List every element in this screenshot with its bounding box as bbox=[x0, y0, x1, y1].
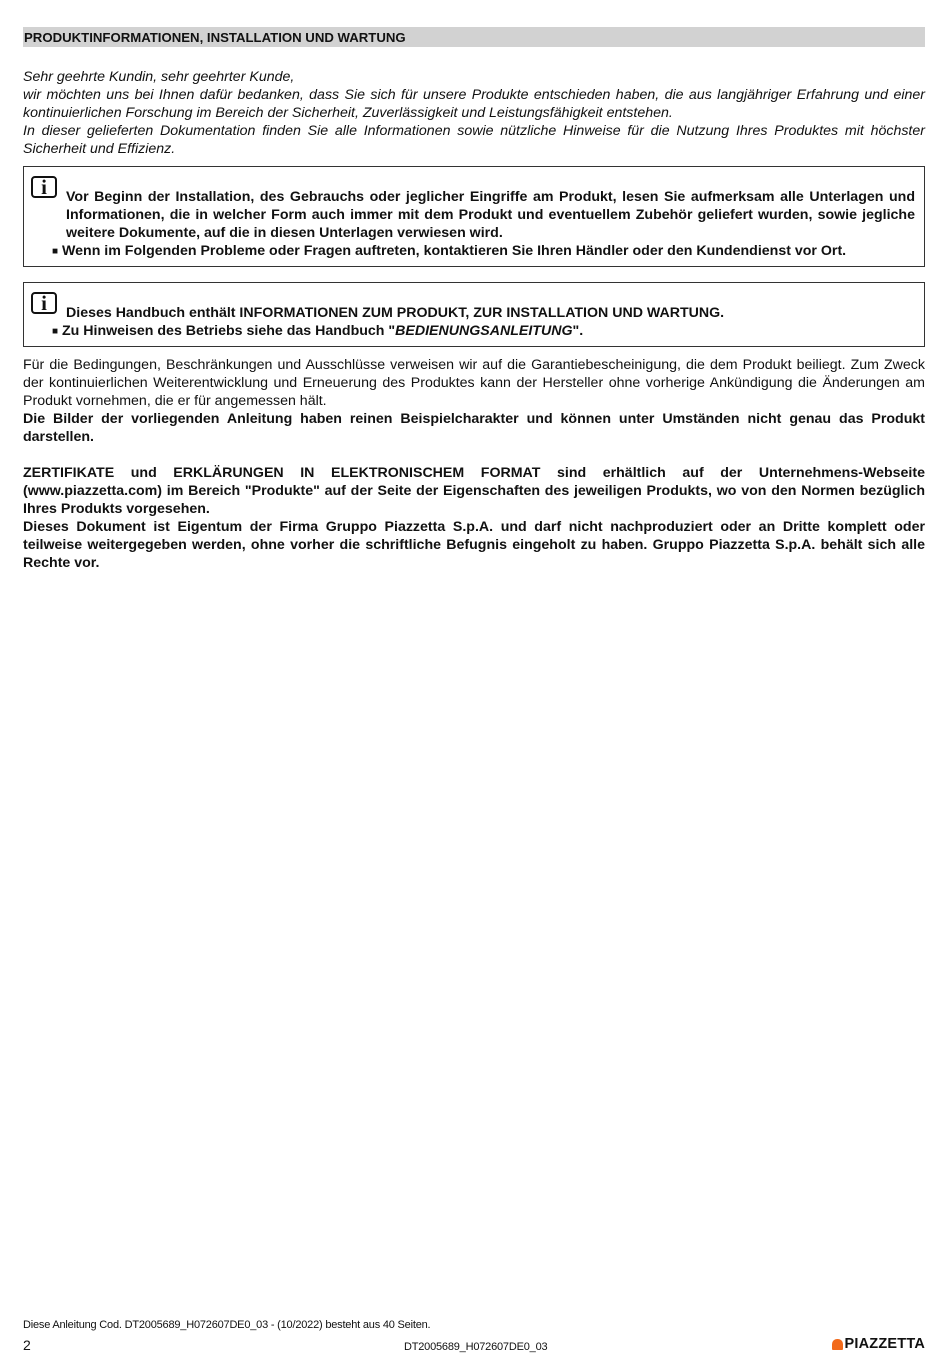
section-title: PRODUKTINFORMATIONEN, INSTALLATION UND WARTUNG bbox=[23, 27, 925, 47]
footer-note: Diese Anleitung Cod. DT2005689_H072607DE0_03 - (10/2022) besteht aus 40 Seiten. bbox=[23, 1319, 431, 1331]
brand-logo bbox=[832, 1335, 925, 1353]
manual-reference: BEDIENUNGSANLEITUNG bbox=[395, 323, 573, 339]
bullet-suffix: ". bbox=[572, 323, 584, 339]
bullet-text: Wenn im Folgenden Probleme oder Fragen auftreten, kontaktieren Sie Ihren Händler oder den Kundendienst vor Ort. bbox=[62, 243, 847, 259]
page-footer bbox=[23, 1336, 925, 1354]
certificates-paragraph: ZERTIFIKATE und ERKLÄRUNGEN IN ELEKTRONISCHEM FORMAT sind erhältlich auf der Unternehmens-Webseite (www.piazzetta.com) im Bereich "Produkte" auf der Seite der Eigenschaften des jeweiligen Produkts, wo von den Normen bezüglich Ihres Produkts vorgesehen. bbox=[23, 465, 925, 517]
intro-paragraph-2: In dieser gelieferten Dokumentation finden Sie alle Informationen sowie nützliche Hinweise für die Nutzung Ihres Produktes mit höchster Sicherheit und Effizienz. bbox=[23, 123, 925, 157]
square-bullet-icon: ■ bbox=[52, 326, 59, 337]
info-box-text: Vor Beginn der Installation, des Gebrauchs oder jeglicher Eingriffe am Produkt, lesen Sie aufmerksam alle Unterlagen und Informationen, die in welcher Form auch immer mit dem Produkt und eventuellem Zubehör geliefert wurden, sowie jegliche weitere Dokumente, auf die in diesen Unterlagen verwiesen wird. bbox=[66, 189, 915, 241]
ownership-paragraph: Dieses Dokument ist Eigentum der Firma Gruppo Piazzetta S.p.A. und darf nicht nachproduziert oder an Dritte komplett oder teilweise weitergegeben werden, ohne vorher die schriftliche Befugnis eingeholt zu haben. Gruppo Piazzetta S.p.A. behält sich alle Rechte vor. bbox=[23, 519, 925, 571]
info-box-manual-notice bbox=[23, 282, 925, 347]
document-code: DT2005689_H072607DE0_03 bbox=[404, 1341, 548, 1353]
brand-name: PIAZZETTA bbox=[844, 1336, 925, 1352]
info-box-reading-notice bbox=[23, 166, 925, 267]
body-text bbox=[23, 356, 925, 572]
info-icon: i bbox=[31, 176, 57, 198]
intro-paragraph-1: wir möchten uns bei Ihnen dafür bedanken, dass Sie sich für unsere Produkte entschieden haben, die aus langjähriger Erfahrung und einer kontinuierlichen Forschung im Bereich der Sicherheit, Zuverlässigkeit und Leistungsfähigkeit entstehen. bbox=[23, 87, 925, 121]
info-box-text: Dieses Handbuch enthält INFORMATIONEN ZUM PRODUKT, ZUR INSTALLATION UND WARTUNG. bbox=[66, 305, 725, 321]
bullet-prefix: Zu Hinweisen des Betriebs siehe das Handbuch " bbox=[62, 323, 396, 339]
intro-text bbox=[23, 68, 925, 158]
square-bullet-icon: ■ bbox=[52, 246, 59, 257]
greeting: Sehr geehrte Kundin, sehr geehrter Kunde, bbox=[23, 69, 295, 85]
page-number: 2 bbox=[23, 1337, 31, 1353]
images-note: Die Bilder der vorliegenden Anleitung haben reinen Beispielcharakter und können unter Umständen nicht genau das Produkt darstellen. bbox=[23, 411, 925, 445]
info-box-bullet bbox=[32, 242, 915, 261]
document-page bbox=[23, 27, 925, 572]
info-box-bullet bbox=[32, 322, 915, 341]
brand-flame-icon bbox=[832, 1339, 843, 1350]
warranty-paragraph: Für die Bedingungen, Beschränkungen und Ausschlüsse verweisen wir auf die Garantiebescheinigung, die dem Produkt beiliegt. Zum Zweck der kontinuierlichen Weiterentwicklung und Erneuerung des Produktes kann der Hersteller ohne vorherige Ankündigung die Änderungen am Produkt vornehmen, die er für angemessen hält. bbox=[23, 357, 925, 409]
info-icon: i bbox=[31, 292, 57, 314]
